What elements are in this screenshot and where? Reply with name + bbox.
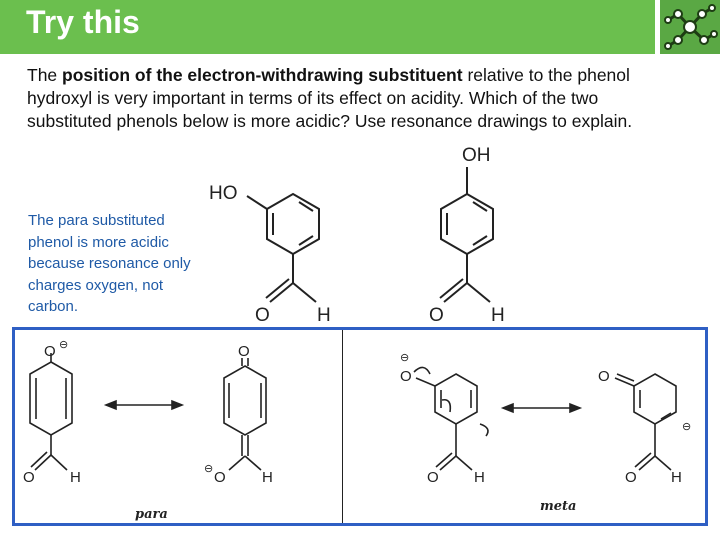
meta-carbanion-structure	[615, 374, 676, 470]
meta-carbanion-h: H	[671, 469, 682, 486]
para-phenoxide-o-carbonyl: O	[23, 469, 35, 486]
meta-phenoxide-o: O	[400, 368, 412, 385]
question-part-2: relative to the phenol hydroxyl is very important in terms of its effect on acidity. Which of the two substituted phenols below is more acidic? Use resonance drawings to explain.	[27, 65, 633, 131]
meta-carbanion-o: O	[598, 368, 610, 385]
answer-text: The para substituted phenol is more acidic because resonance only charges oxygen, not carbon.	[28, 212, 191, 315]
meta-resonance-arrow-icon	[503, 404, 580, 412]
meta-h-label: H	[317, 305, 331, 326]
minus-charge-icon: ⊖	[400, 352, 410, 364]
minus-charge-icon: ⊖	[204, 463, 214, 475]
question-emphasis: position of the electron-withdrawing substituent	[62, 65, 463, 85]
question-part-1: The	[27, 65, 63, 85]
meta-phenoxide-h: H	[474, 469, 485, 486]
para-oh-label: OH	[462, 145, 491, 166]
para-quinoid-h: H	[262, 469, 273, 486]
meta-phenoxide-structure	[414, 367, 488, 470]
para-o-label: O	[429, 305, 444, 326]
para-phenoxide-structure	[30, 353, 72, 470]
para-phenoxide-o: O	[44, 343, 56, 360]
meta-phenoxide-o-carbonyl: O	[427, 469, 439, 486]
para-quinoid-structure	[224, 358, 266, 470]
para-caption: para	[135, 507, 168, 522]
meta-caption: meta	[540, 499, 577, 514]
para-phenoxide-h: H	[70, 469, 81, 486]
page-title: Try this	[26, 4, 140, 40]
minus-charge-icon: ⊖	[59, 339, 69, 351]
para-h-label: H	[491, 305, 505, 326]
para-resonance-arrow-icon	[106, 401, 182, 409]
minus-charge-icon: ⊖	[682, 421, 692, 433]
para-quinoid-o-enolate: O	[214, 469, 226, 486]
meta-o-label: O	[255, 305, 270, 326]
meta-oh-label: HO	[209, 183, 238, 204]
para-quinoid-o: O	[238, 343, 250, 360]
meta-carbanion-o-carbonyl: O	[625, 469, 637, 486]
